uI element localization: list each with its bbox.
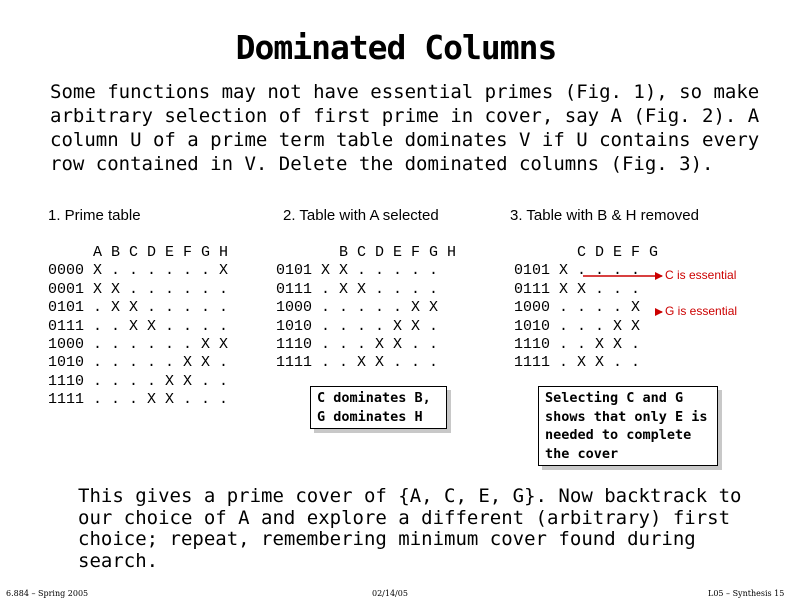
table-row: 1111 . X X . . xyxy=(514,354,641,372)
note-c-essential: C is essential xyxy=(665,268,737,282)
intro-line: row contained in V. Delete the dominated columns (Fig. 3). xyxy=(50,153,714,175)
callout-line: needed to complete xyxy=(545,427,692,443)
table-row: 1111 . . . X X . . . xyxy=(48,391,229,409)
intro-line: column U of a prime term table dominates V if U contains every xyxy=(50,129,760,151)
table-header: A B C D E F G H xyxy=(48,244,229,261)
table-row: 0000 X . . . . . . X xyxy=(48,262,229,280)
selecting-callout xyxy=(538,386,718,466)
table-row: 1000 . . . . . X X xyxy=(276,299,439,317)
table-row: 1110 . . . X X . . xyxy=(276,336,439,354)
table-row: 0101 X X . . . . . xyxy=(276,262,439,280)
intro-line: arbitrary selection of first prime in cover, say A (Fig. 2). A xyxy=(50,105,760,127)
slide-title: Dominated Columns xyxy=(235,28,557,67)
conclusion-paragraph xyxy=(78,486,778,572)
table-row: 0111 . . X X . . . . xyxy=(48,317,229,335)
callout-line: the cover xyxy=(545,445,619,462)
table-row: 0101 . X X . . . . . xyxy=(48,299,229,317)
intro-line: Some functions may not have essential primes (Fig. 1), so make xyxy=(50,81,760,103)
table-row: 1110 . . X X . xyxy=(514,336,641,354)
conclusion-line: search. xyxy=(78,549,159,572)
footer-course: 6.884 – Spring 2005 xyxy=(6,589,89,598)
callout-line: Selecting C and G xyxy=(545,390,684,406)
table-row: 1010 . . . . . X X . xyxy=(48,354,229,372)
conclusion-line: choice; repeat, remembering minimum cover found during xyxy=(78,528,696,550)
table-row: 0001 X X . . . . . . xyxy=(48,280,229,298)
table-row: 1010 . . . . X X . xyxy=(276,317,439,335)
callout-line: C dominates B, xyxy=(317,390,431,406)
table-row: 1000 . . . . X xyxy=(514,299,641,317)
callout-line: G dominates H xyxy=(317,408,423,425)
table-header: C D E F G xyxy=(514,244,659,261)
table-row: 1111 . . X X . . . xyxy=(276,354,439,372)
footer-date: 02/14/05 xyxy=(372,589,408,598)
callout-line: shows that only E is xyxy=(545,408,708,425)
table-row: 0101 X . . . . xyxy=(514,262,641,280)
table-row: 0111 X X . . . xyxy=(514,280,641,298)
figure-2-caption: 2. Table with A selected xyxy=(283,207,439,224)
figure-3-caption: 3. Table with B & H removed xyxy=(510,207,699,224)
footer-page: L05 – Synthesis 15 xyxy=(708,589,785,598)
conclusion-line: our choice of A and explore a different (arbitrary) first xyxy=(78,506,731,529)
table-row: 1110 . . . . X X . . xyxy=(48,372,229,390)
table-row: 1000 . . . . . . X X xyxy=(48,336,229,354)
note-g-essential: G is essential xyxy=(665,304,738,318)
conclusion-line: This gives a prime cover of {A, C, E, G}. Now backtrack to xyxy=(78,485,742,507)
table-row: 0111 . X X . . . . xyxy=(276,280,439,298)
figure-1-caption: 1. Prime table xyxy=(48,207,141,224)
table-row: 1010 . . . X X xyxy=(514,317,641,335)
table-header: B C D E F G H xyxy=(276,244,457,261)
